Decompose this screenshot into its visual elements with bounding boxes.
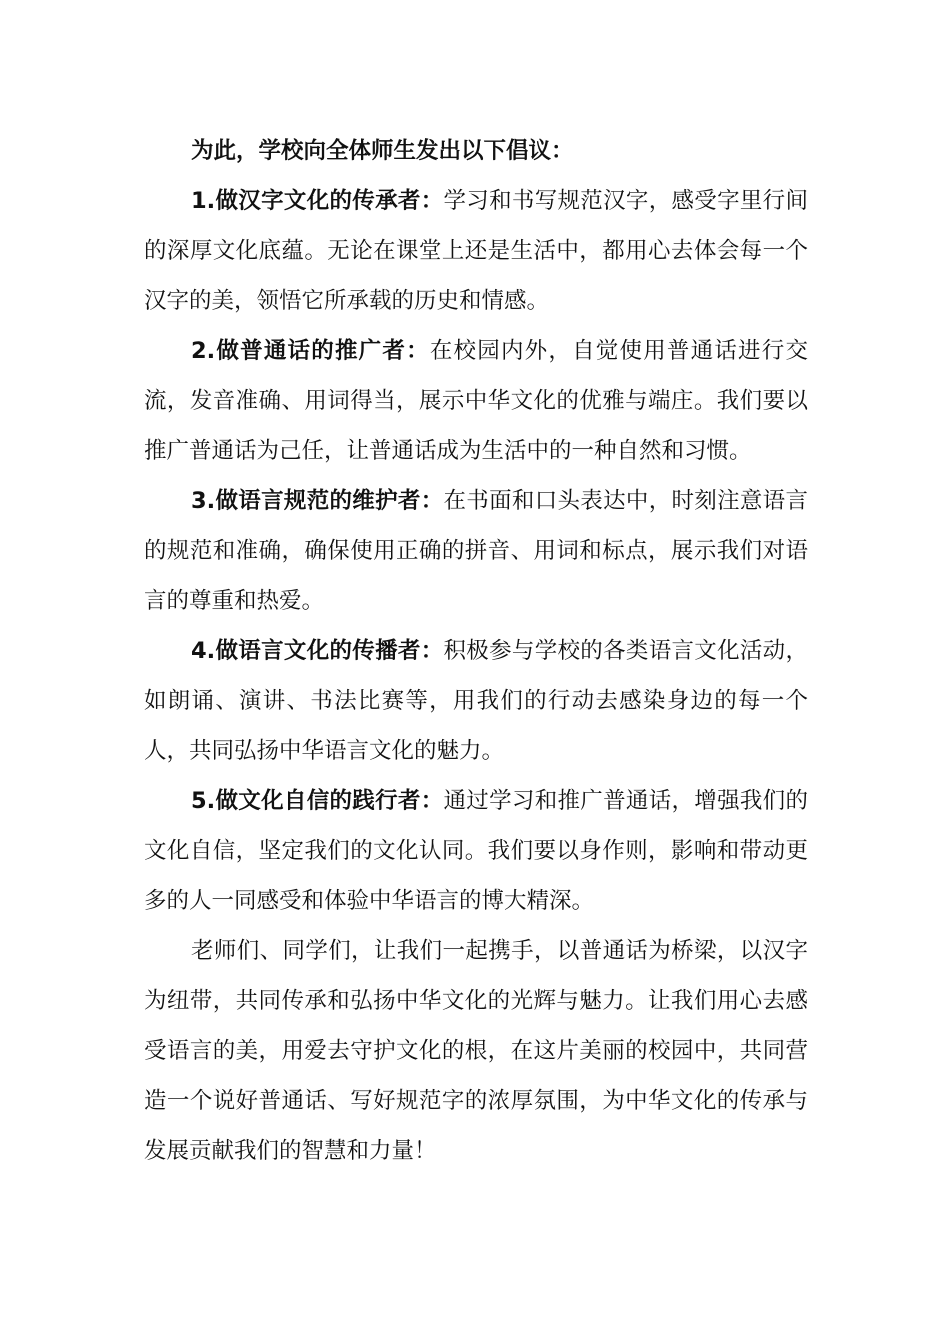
proposal-item-body: 在校园内外，自觉使用普通话进行交流，发音准确、用词得当，展示中华文化的优雅与端庄。我们要以推广普通话为己任，让普通话成为生活中的一种自然和习惯。 (144, 338, 808, 464)
proposal-item-body: 在书面和口头表达中，时刻注意语言的规范和准确，确保使用正确的拼音、用词和标点，展示我们对语言的尊重和热爱。 (144, 488, 808, 614)
proposal-item-title: 3.做语言规范的维护者： (191, 488, 444, 514)
proposal-item-title: 4.做语言文化的传播者： (191, 638, 444, 664)
proposal-item-3 (144, 476, 808, 626)
proposal-item-title: 2.做普通话的推广者： (191, 338, 430, 364)
proposal-item-body: 学习和书写规范汉字，感受字里行间的深厚文化底蕴。无论在课堂上还是生活中，都用心去体会每一个汉字的美，领悟它所承载的历史和情感。 (144, 188, 808, 314)
intro-paragraph: 为此，学校向全体师生发出以下倡议： (191, 138, 574, 164)
proposal-item-4 (144, 626, 808, 776)
proposal-item-title: 5.做文化自信的践行者： (191, 788, 444, 814)
proposal-item-5 (144, 776, 808, 926)
proposal-item-1 (144, 176, 808, 326)
proposal-item-body: 通过学习和推广普通话，增强我们的文化自信，坚定我们的文化认同。我们要以身作则，影响和带动更多的人一同感受和体验中华语言的博大精深。 (144, 788, 808, 914)
closing-paragraph: 老师们、同学们，让我们一起携手，以普通话为桥梁，以汉字为纽带，共同传承和弘扬中华文化的光辉与魅力。让我们用心去感受语言的美，用爱去守护文化的根，在这片美丽的校园中，共同营造一个说好普通话、写好规范字的浓厚氛围，为中华文化的传承与发展贡献我们的智慧和力量！ (144, 938, 808, 1164)
document-body (144, 126, 808, 1176)
proposal-item-2 (144, 326, 808, 476)
proposal-item-title: 1.做汉字文化的传承者： (191, 188, 444, 214)
proposal-item-body: 积极参与学校的各类语言文化活动，如朗诵、演讲、书法比赛等，用我们的行动去感染身边的每一个人，共同弘扬中华语言文化的魅力。 (144, 638, 808, 764)
